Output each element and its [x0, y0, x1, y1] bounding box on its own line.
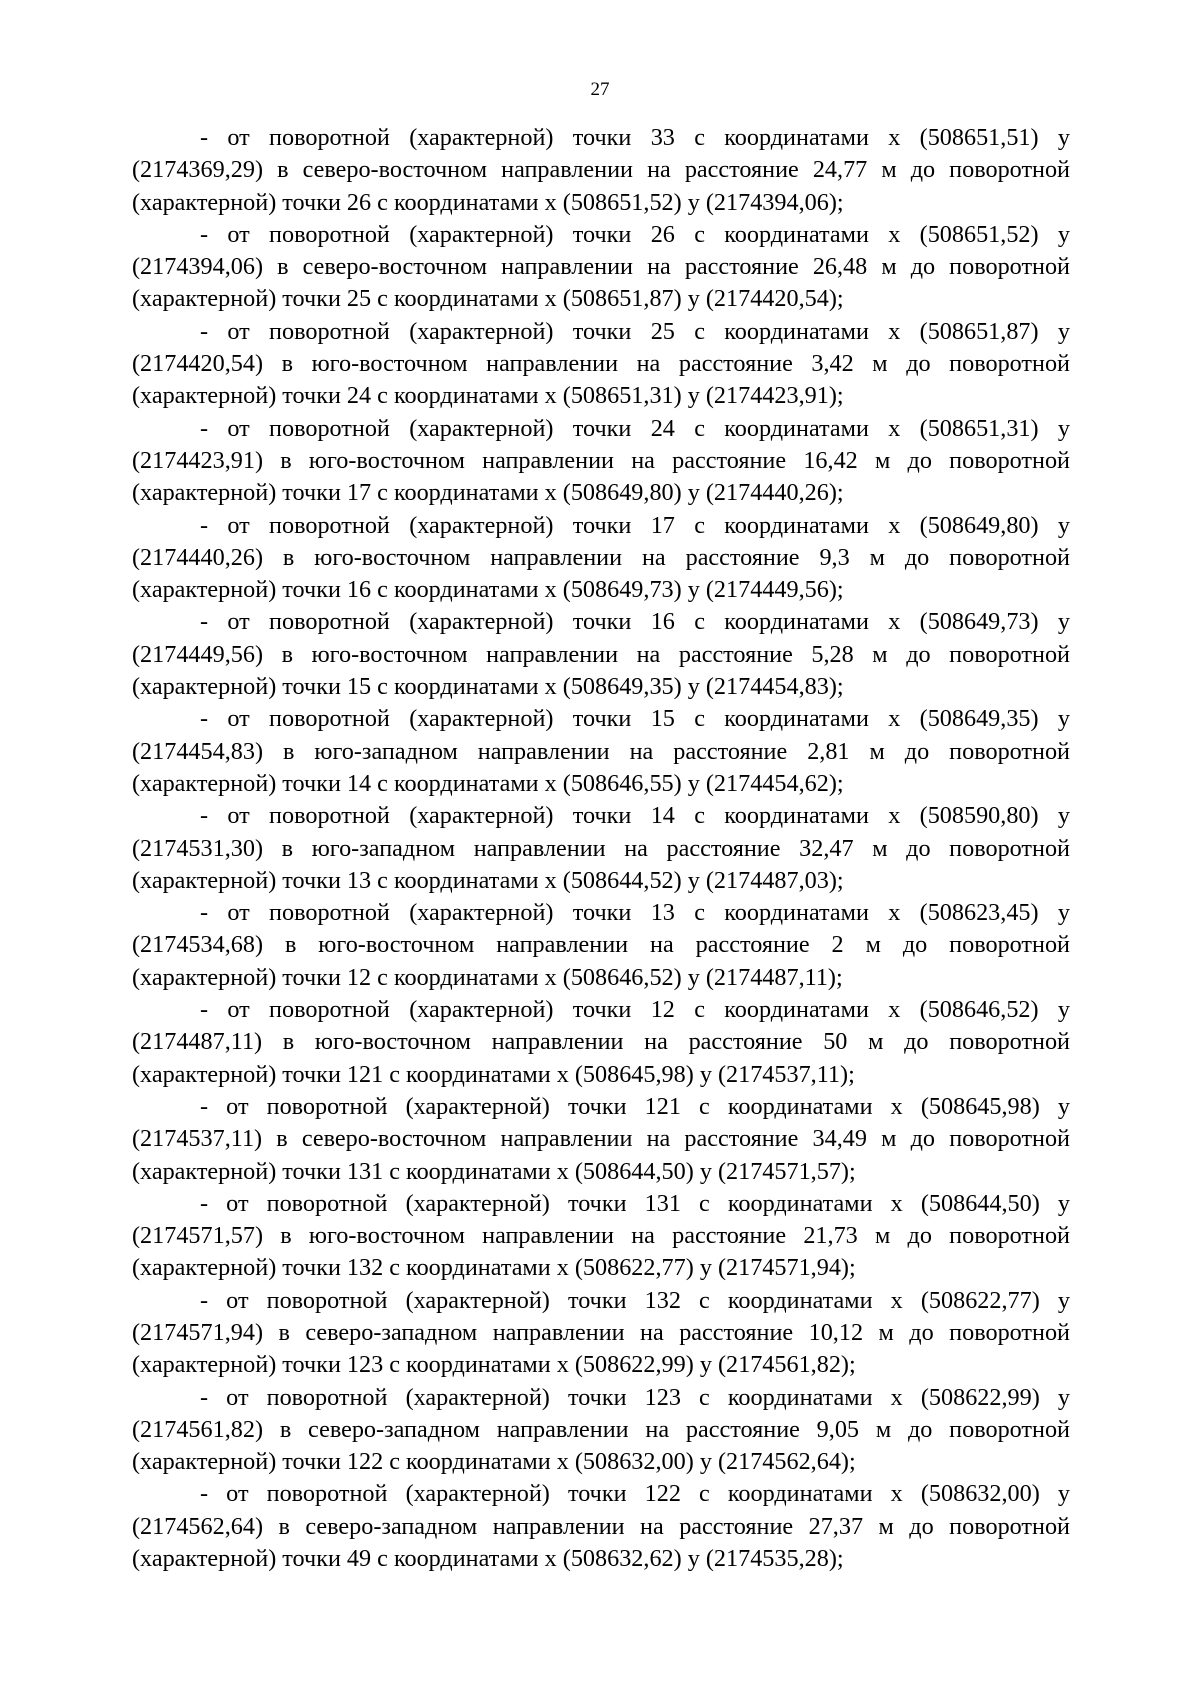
boundary-paragraph-1: - от поворотной (характерной) точки 33 с координатами х (508651,51) у (2174369,29) в северо-восточном направлении на расстояние 24,77 м до поворотной (характерной) точки 26 с координатами х (508651,52) у (2174394,06); — [132, 124, 1070, 216]
page-number: 27 — [590, 79, 610, 100]
boundary-paragraph-10: - от поворотной (характерной) точки 12 с координатами х (508646,52) у (2174487,11) в юго-восточном направлении на расстояние 50 м до поворотной (характерной) точки 121 с координатами х (508645,98) у (2174537,11); — [132, 996, 1070, 1088]
boundary-paragraph-14: - от поворотной (характерной) точки 123 с координатами х (508622,99) у (2174561,82) в северо-западном направлении на расстояние 9,05 м до поворотной (характерной) точки 122 с координатами х (508632,00) у (2174562,64); — [132, 1383, 1070, 1476]
boundary-paragraph-7: - от поворотной (характерной) точки 15 с координатами х (508649,35) у (2174454,83) в юго-западном направлении на расстояние 2,81 м до поворотной (характерной) точки 14 с координатами х (508646,55) у (2174454,62); — [132, 705, 1070, 797]
boundary-paragraph-5: - от поворотной (характерной) точки 17 с координатами х (508649,80) у (2174440,26) в юго-восточном направлении на расстояние 9,3 м до поворотной (характерной) точки 16 с координатами х (508649,73) у (2174449,56); — [132, 511, 1070, 604]
boundary-paragraph-2: - от поворотной (характерной) точки 26 с координатами х (508651,52) у (2174394,06) в северо-восточном направлении на расстояние 26,48 м до поворотной (характерной) точки 25 с координатами х (508651,87) у (2174420,54); — [132, 220, 1070, 313]
document-body — [132, 122, 1070, 1575]
boundary-paragraph-6: - от поворотной (характерной) точки 16 с координатами х (508649,73) у (2174449,56) в юго-восточном направлении на расстояние 5,28 м до поворотной (характерной) точки 15 с координатами х (508649,35) у (2174454,83); — [132, 608, 1070, 701]
boundary-paragraph-12: - от поворотной (характерной) точки 131 с координатами х (508644,50) у (2174571,57) в юго-восточном направлении на расстояние 21,73 м до поворотной (характерной) точки 132 с координатами х (508622,77) у (2174571,94); — [132, 1189, 1070, 1282]
boundary-paragraph-15: - от поворотной (характерной) точки 122 с координатами х (508632,00) у (2174562,64) в северо-западном направлении на расстояние 27,37 м до поворотной (характерной) точки 49 с координатами х (508632,62) у (2174535,28); — [132, 1480, 1070, 1573]
boundary-paragraph-11: - от поворотной (характерной) точки 121 с координатами х (508645,98) у (2174537,11) в северо-восточном направлении на расстояние 34,49 м до поворотной (характерной) точки 131 с координатами х (508644,50) у (2174571,57); — [132, 1092, 1070, 1185]
boundary-paragraph-13: - от поворотной (характерной) точки 132 с координатами х (508622,77) у (2174571,94) в северо-западном направлении на расстояние 10,12 м до поворотной (характерной) точки 123 с координатами х (508622,99) у (2174561,82); — [132, 1286, 1070, 1379]
boundary-paragraph-4: - от поворотной (характерной) точки 24 с координатами х (508651,31) у (2174423,91) в юго-восточном направлении на расстояние 16,42 м до поворотной (характерной) точки 17 с координатами х (508649,80) у (2174440,26); — [132, 414, 1070, 507]
boundary-paragraph-9: - от поворотной (характерной) точки 13 с координатами х (508623,45) у (2174534,68) в юго-восточном направлении на расстояние 2 м до поворотной (характерной) точки 12 с координатами х (508646,52) у (2174487,11); — [132, 899, 1070, 991]
boundary-paragraph-8: - от поворотной (характерной) точки 14 с координатами х (508590,80) у (2174531,30) в юго-западном направлении на расстояние 32,47 м до поворотной (характерной) точки 13 с координатами х (508644,52) у (2174487,03); — [132, 802, 1070, 894]
boundary-paragraph-3: - от поворотной (характерной) точки 25 с координатами х (508651,87) у (2174420,54) в юго-восточном направлении на расстояние 3,42 м до поворотной (характерной) точки 24 с координатами х (508651,31) у (2174423,91); — [132, 317, 1070, 410]
